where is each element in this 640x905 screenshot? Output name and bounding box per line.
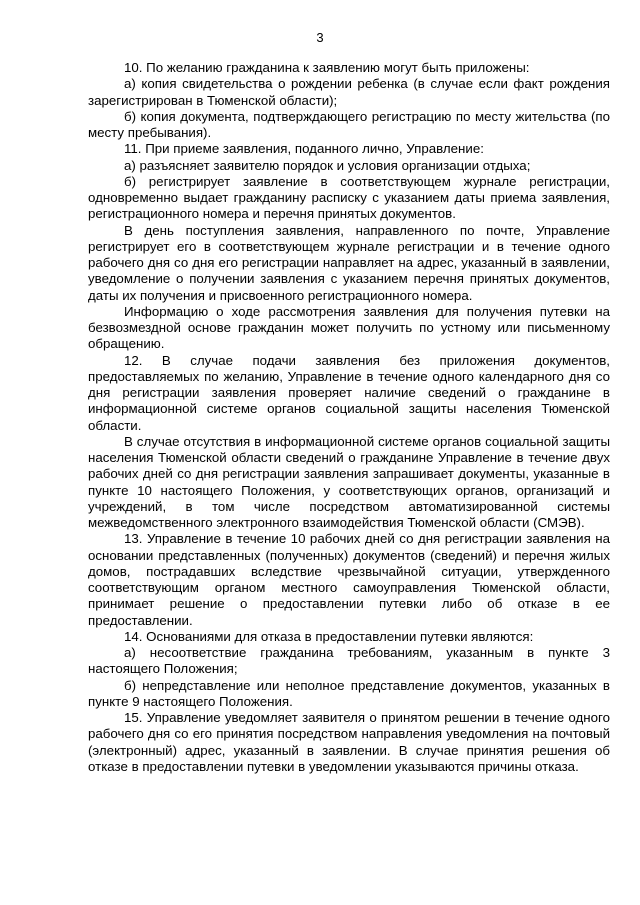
paragraph-status-info: Информацию о ходе рассмотрения заявления для получения путевки на безвозмездной основе гражданин может получить по устному или письменному обращению. (88, 303, 610, 352)
paragraph-14-intro: 14. Основаниями для отказа в предоставлении путевки являются: (124, 628, 534, 644)
paragraph-14-b: б) непредставление или неполное представление документов, указанных в пункте 9 настоящего Положения. (88, 677, 610, 709)
paragraph-11-a: а) разъясняет заявителю порядок и условия организации отдыха; (124, 157, 531, 173)
paragraph-12-smev: В случае отсутствия в информационной системе органов социальной защиты населения Тюменской области сведений о гражданине Управление в течение двух рабочих дней со дня регистрации заявления запрашивает документы, указанные в пункте 10 настоящего Положения, у соответствующих органов, организаций и учреждений, в том числе посредством автоматизированной системы межведомственного электронного взаимодействия Тюменской области (СМЭВ). (88, 433, 610, 530)
paragraph-mail-registration: В день поступления заявления, направленного по почте, Управление регистрирует его в соответствующем журнале регистрации и в течение одного рабочего дня со дня его регистрации направляет на адрес, указанный в заявлении, уведомление о получении заявления с указанием перечня принятых документов, даты их получения и присвоенного регистрационного номера. (88, 222, 610, 303)
document-body (88, 60, 610, 775)
paragraph-13: 13. Управление в течение 10 рабочих дней со дня регистрации заявления на основании представленных (полученных) документов (сведений) и перечня жилых домов, пострадавших вследствие чрезвычайной ситуации, утвержденного соответствующим органом местного самоуправления Тюменской области, принимает решение о предоставлении путевки либо об отказе в ее предоставлении. (88, 531, 610, 628)
paragraph-12: 12. В случае подачи заявления без приложения документов, предоставляемых по желанию, Управление в течение одного календарного дня со дня регистрации заявления проверяет наличие сведений о гражданине в информационной системе органов социальной защиты населения Тюменской области. (88, 352, 610, 433)
paragraph-11-intro: 11. При приеме заявления, поданного лично, Управление: (124, 141, 484, 157)
paragraph-11-b: б) регистрирует заявление в соответствующем журнале регистрации, одновременно выдает гражданину расписку с указанием даты приема заявления, регистрационного номера и перечня принятых документов. (88, 173, 610, 222)
paragraph-10-a: а) копия свидетельства о рождении ребенка (в случае если факт рождения зарегистрирован в Тюменской области); (88, 76, 610, 108)
paragraph-15: 15. Управление уведомляет заявителя о принятом решении в течение одного рабочего дня со его принятия посредством направления уведомления на почтовый (электронный) адрес, указанный в заявлении. В случае принятия решения об отказе в предоставлении путевки в уведомлении указываются причины отказа. (88, 710, 610, 774)
page-number: 3 (316, 30, 324, 45)
paragraph-10-intro: 10. По желанию гражданина к заявлению могут быть приложены: (124, 60, 530, 75)
paragraph-10-b: б) копия документа, подтверждающего регистрацию по месту жительства (по месту пребывания). (88, 108, 610, 140)
paragraph-14-a: а) несоответствие гражданина требованиям, указанным в пункте 3 настоящего Положения; (88, 645, 610, 677)
